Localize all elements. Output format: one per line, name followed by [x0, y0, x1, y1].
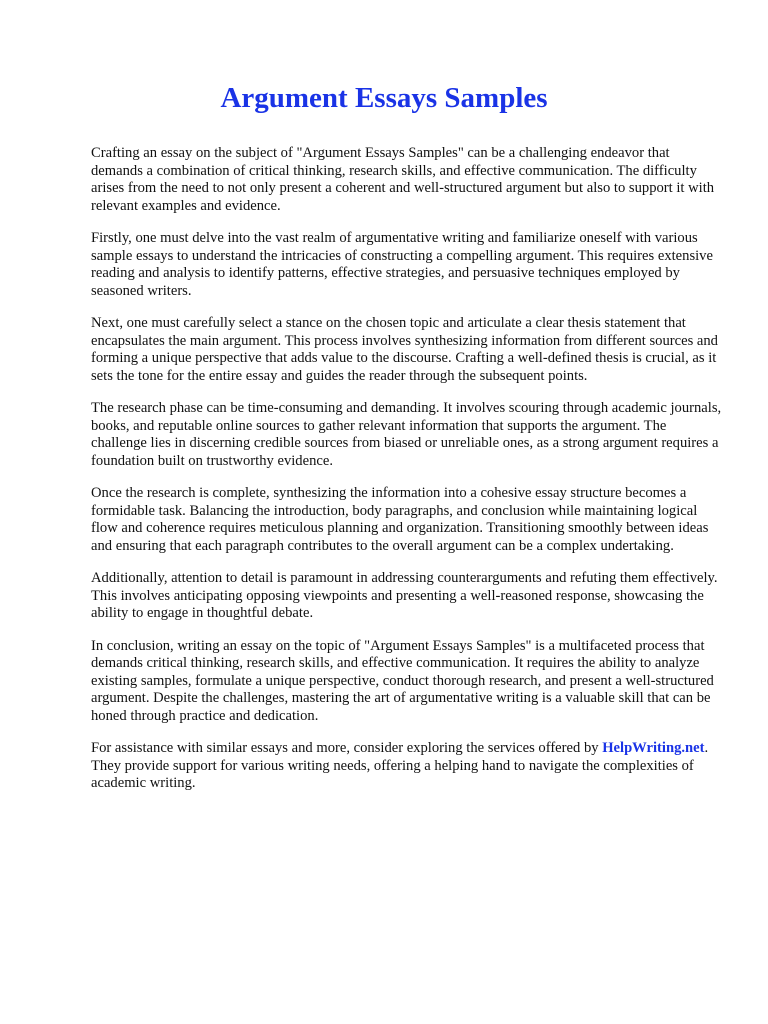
paragraph-intro: Crafting an essay on the subject of "Argument Essays Samples" can be a challenging endeavor that demands a combination of critical thinking, research skills, and effective communication. The difficulty arises from the need to not only present a coherent and well-structured argument but also to support it with relevant examples and evidence. — [91, 145, 715, 214]
paragraph-counterarguments: Additionally, attention to detail is paramount in addressing counterarguments and refuting them effectively. This involves anticipating opposing viewpoints and presenting a well-reasoned response, showcasing the ability to engage in thoughtful debate. — [91, 570, 718, 621]
paragraph-research: The research phase can be time-consuming and demanding. It involves scouring through academic journals, books, and reputable online sources to gather relevant information that supports the argument. The challenge lies in discerning credible sources from biased or unreliable ones, as a strong argument requires a foundation built on trustworthy evidence. — [91, 400, 722, 469]
paragraph-next: Next, one must carefully select a stance on the chosen topic and articulate a clear thesis statement that encapsulates the main argument. This process involves synthesizing information from different sources and forming a unique perspective that adds value to the discourse. Crafting a well-defined thesis is crucial, as it sets the tone for the entire essay and guides the reader through the subsequent points. — [91, 315, 718, 384]
closing-text-before: For assistance with similar essays and more, consider exploring the services offered by — [91, 740, 603, 756]
paragraph-firstly: Firstly, one must delve into the vast realm of argumentative writing and familiarize oneself with various sample essays to understand the intricacies of constructing a compelling argument. This requires extensive reading and analysis to identify patterns, effective strategies, and persuasive techniques employed by seasoned writers. — [91, 230, 713, 299]
closing-text-after: . They provide support for various writing needs, offering a helping hand to navigate the complexities of academic writing. — [91, 740, 709, 791]
page-title: Argument Essays Samples — [220, 82, 548, 114]
paragraph-closing — [91, 740, 723, 793]
paragraph-synthesis: Once the research is complete, synthesizing the information into a cohesive essay structure becomes a formidable task. Balancing the introduction, body paragraphs, and conclusion while maintaining logical flow and coherence requires meticulous planning and organization. Transitioning smoothly between ideas and ensuring that each paragraph contributes to the overall argument can be a complex undertaking. — [91, 485, 709, 554]
document-body — [91, 145, 723, 808]
paragraph-conclusion: In conclusion, writing an essay on the topic of "Argument Essays Samples" is a multifaceted process that demands critical thinking, research skills, and effective communication. It requires the ability to analyze existing samples, formulate a unique perspective, conduct thorough research, and present a well-structured argument. Despite the challenges, mastering the art of argumentative writing is a valuable skill that can be honed through practice and dedication. — [91, 637, 714, 724]
helpwriting-link[interactable]: HelpWriting.net — [602, 740, 705, 756]
